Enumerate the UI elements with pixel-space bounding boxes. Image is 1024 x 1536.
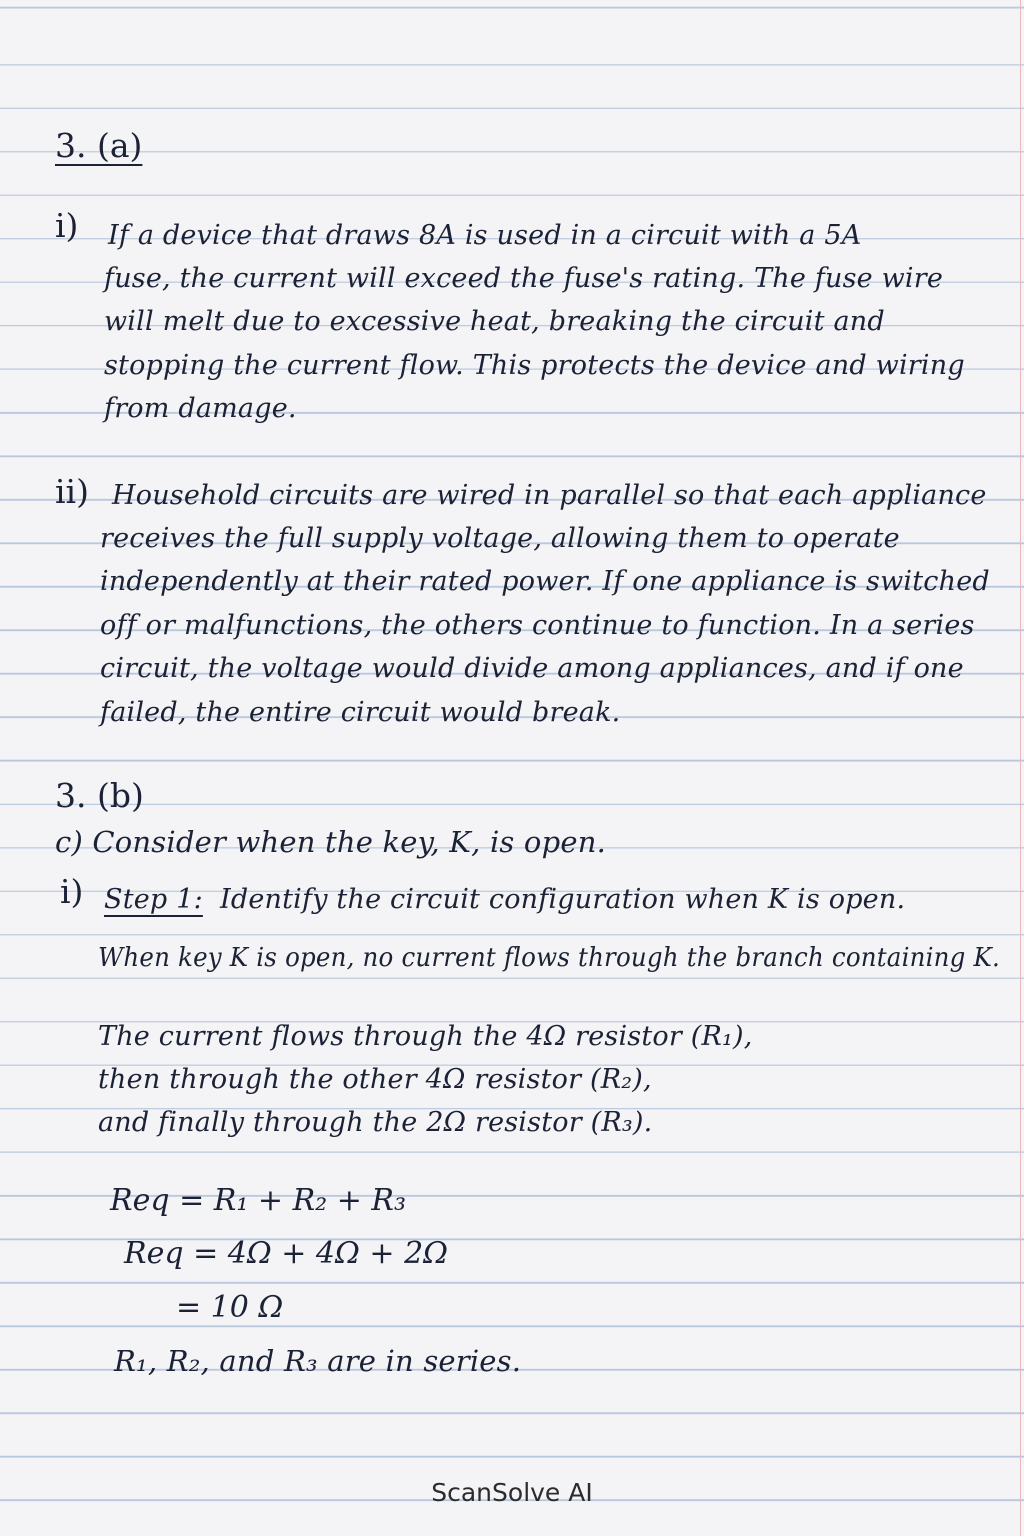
section-b-heading: 3. (b) bbox=[55, 776, 144, 815]
part-c-i-marker: i) bbox=[60, 872, 84, 911]
equation-line-1: Req = R₁ + R₂ + R₃ bbox=[110, 1183, 407, 1218]
current-path-line-2: then through the other 4Ω resistor (R₂), bbox=[98, 1064, 652, 1095]
part-i-line-2: fuse, the current will exceed the fuse's rating. The fuse wire bbox=[104, 263, 944, 294]
part-ii-line-6: failed, the entire circuit would break. bbox=[100, 697, 621, 728]
part-ii-line-1: Household circuits are wired in parallel so that each appliance bbox=[112, 480, 987, 511]
current-path-line-3: and finally through the 2Ω resistor (R₃). bbox=[98, 1107, 653, 1138]
series-conclusion: R₁, R₂, and R₃ are in series. bbox=[114, 1344, 522, 1378]
equation-line-2: Req = 4Ω + 4Ω + 2Ω bbox=[124, 1236, 449, 1271]
part-ii-line-3: independently at their rated power. If one appliance is switched bbox=[100, 566, 990, 597]
section-a-heading: 3. (a) bbox=[55, 126, 143, 165]
part-i-line-5: from damage. bbox=[104, 393, 297, 424]
part-ii-line-5: circuit, the voltage would divide among appliances, and if one bbox=[100, 653, 964, 684]
step-1-label: Step 1: bbox=[104, 884, 203, 915]
key-open-explanation: When key K is open, no current flows through the branch containing K. bbox=[98, 943, 1000, 973]
equation-line-3: = 10 Ω bbox=[176, 1290, 284, 1325]
part-i-line-3: will melt due to excessive heat, breaking the circuit and bbox=[104, 306, 885, 337]
current-path-line-1: The current flows through the 4Ω resistor (R₁), bbox=[98, 1021, 753, 1052]
page-margin-line bbox=[1020, 0, 1022, 1536]
step-1-text: Identify the circuit configuration when K is open. bbox=[220, 884, 906, 915]
part-i-line-4: stopping the current flow. This protects the device and wiring bbox=[104, 350, 965, 381]
scansolve-watermark: ScanSolve AI bbox=[431, 1478, 593, 1507]
part-c-line: c) Consider when the key, K, is open. bbox=[55, 825, 606, 859]
part-ii-line-4: off or malfunctions, the others continue to function. In a series bbox=[100, 610, 975, 641]
part-i-marker: i) bbox=[55, 206, 79, 245]
part-ii-line-2: receives the full supply voltage, allowing them to operate bbox=[100, 523, 900, 554]
part-i-line-1: If a device that draws 8A is used in a circuit with a 5A bbox=[108, 220, 862, 251]
part-ii-marker: ii) bbox=[55, 472, 89, 511]
